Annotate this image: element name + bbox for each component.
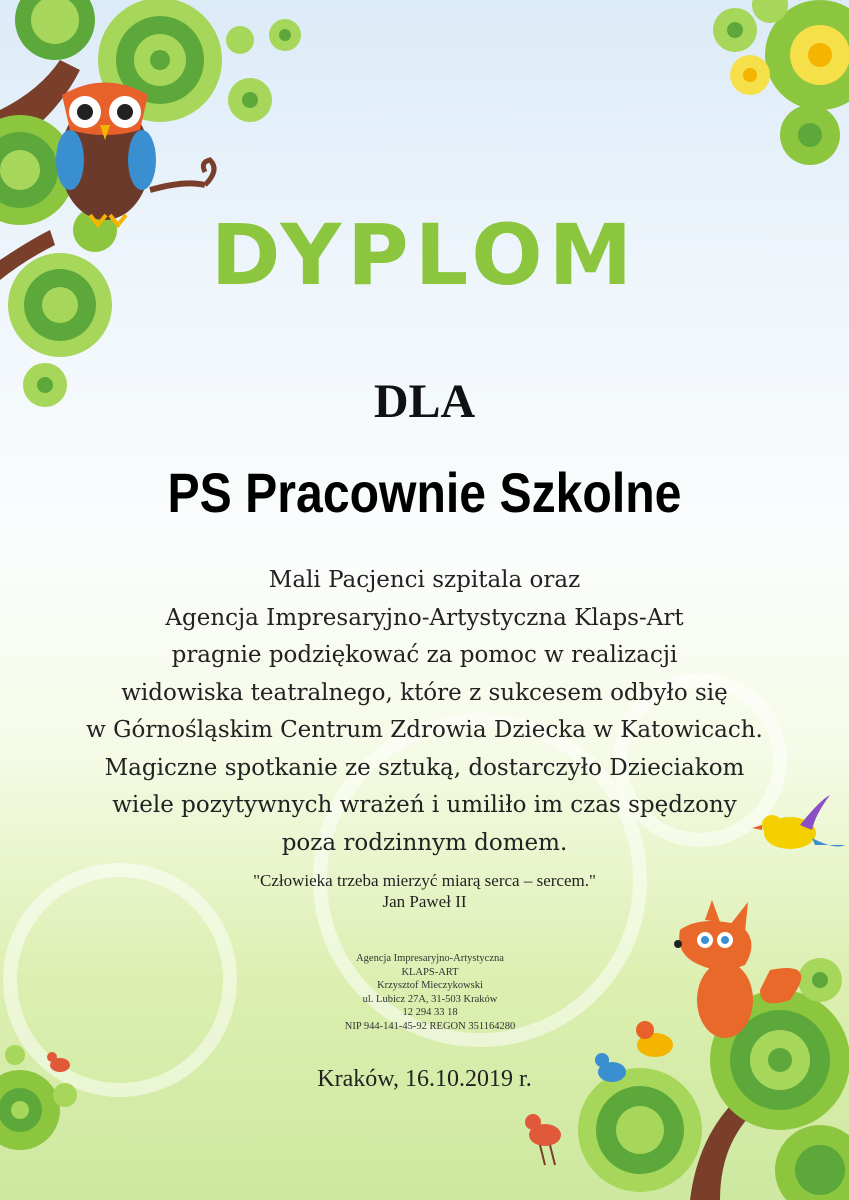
diploma-body [20,562,829,862]
quote-author: Jan Paweł II [382,892,467,911]
recipient-name: PS Pracownie Szkolne [167,461,682,524]
diploma-title: DYPLOM [210,206,639,304]
body-line: pragnie podziękować za pomoc w realizacji [171,642,678,668]
place-date: Kraków, 16.10.2019 r. [317,1066,532,1092]
body-line: wiele pozytywnych wrażeń i umiliło im czas spędzony [112,792,737,818]
stamp-line: 12 294 33 18 [402,1007,458,1018]
body-line: Agencja Impresaryjno-Artystyczna Klaps-Art [165,604,684,631]
flower-icon [713,0,849,165]
body-line: poza rodzinnym domem. [281,829,568,856]
fox-icon [674,900,801,1038]
stamp-line: NIP 944-141-45-92 REGON 351164280 [344,1020,516,1032]
body-line: Mali Pacjenci szpitala oraz [268,567,581,593]
owl-icon [56,83,214,226]
stamp-line: Agencja Impresaryjno-Artystyczna [356,953,504,964]
quote-text: "Człowieka trzeba mierzyć miarą serca – sercem." [253,871,596,890]
quote-block [0,870,849,912]
stamp-line: ul. Lubicz 27A, 31-503 Kraków [362,993,498,1005]
body-line: w Górnośląskim Centrum Zdrowia Dziecka w Katowicach. [86,717,763,743]
body-line: Magiczne spotkanie ze sztuką, dostarczyło Dzieciakom [104,754,745,781]
stamp-line: KLAPS-ART [401,966,459,978]
company-stamp [280,952,580,1033]
body-line: widowiska teatralnego, które z sukcesem odbyło się [121,679,728,706]
for-label: DLA [373,375,476,428]
stamp-line: Krzysztof Mieczykowski [377,980,483,991]
flower-icon [0,1045,77,1150]
